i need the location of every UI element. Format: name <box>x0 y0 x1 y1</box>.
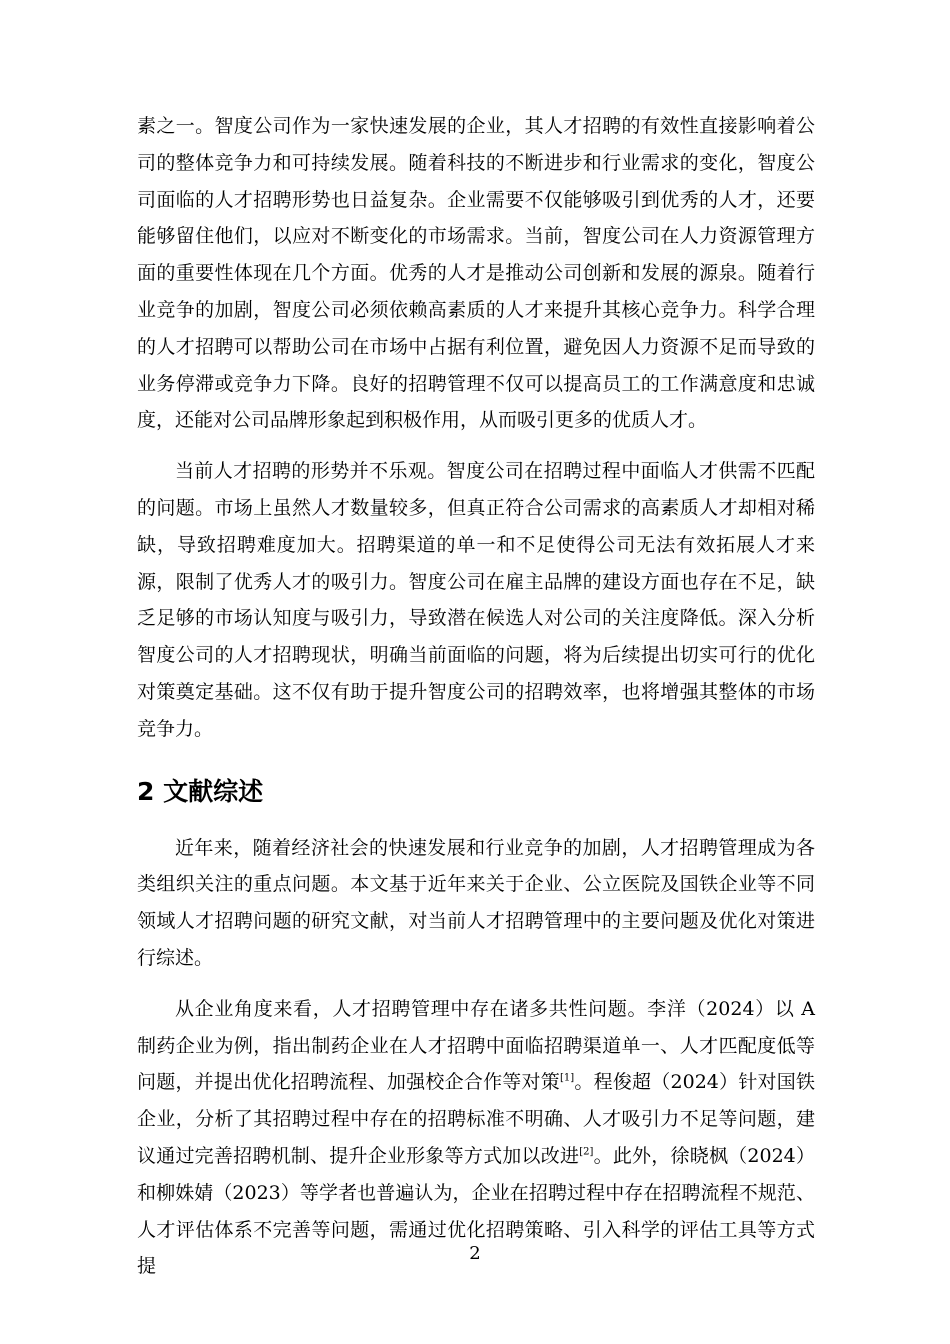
citation-2[interactable]: [2] <box>579 1146 594 1158</box>
page-body <box>137 108 815 1299</box>
page-number: 2 <box>469 1243 481 1264</box>
body-paragraph-continued: 素之一。智度公司作为一家快速发展的企业，其人才招聘的有效性直接影响着公司的整体竞争力和可持续发展。随着科技的不断进步和行业需求的变化，智度公司面临的人才招聘形势也日益复杂。企业需要不仅能够吸引到优秀的人才，还要能够留住他们，以应对不断变化的市场需求。当前，智度公司在人力资源管理方面的重要性体现在几个方面。优秀的人才是推动公司创新和发展的源泉。随着行业竞争的加剧，智度公司必须依赖高素质的人才来提升其核心竞争力。科学合理的人才招聘可以帮助公司在市场中占据有利位置，避免因人力资源不足而导致的业务停滞或竞争力下降。良好的招聘管理不仅可以提高员工的工作满意度和忠诚度，还能对公司品牌形象起到积极作用，从而吸引更多的优质人才。 <box>137 115 815 432</box>
citation-1[interactable]: [1] <box>559 1073 575 1084</box>
paragraph-text: 。程俊超（2024）针对国铁企业，分析了其招聘过程中存在的招聘标准不明确、人才吸引力不足等问题，建议通过完善招聘机制、提升企业形象等方式加以改进 <box>137 1071 815 1167</box>
paragraph-text: 。此外，徐晓枫（2024）和柳姝婧（2023）等学者也普遍认为，企业在招聘过程中存在招聘流程不规范、人才评估体系不完善等问题，需通过优化招聘策略、引入科学的评估工具等方式提 <box>137 1144 815 1278</box>
literature-review-paragraph <box>137 991 815 1285</box>
paragraph-text: 从企业角度来看，人才招聘管理中存在诸多共性问题。李洋（2024）以 A 制药企业为例，指出制药企业在人才招聘中面临招聘渠道单一、人才匹配度低等问题，并提出优化招聘流程、加强校企合作等对策 <box>137 997 815 1094</box>
body-paragraph: 当前人才招聘的形势并不乐观。智度公司在招聘过程中面临人才供需不匹配的问题。市场上虽然人才数量较多，但真正符合公司需求的高素质人才却相对稀缺，导致招聘难度加大。招聘渠道的单一和不足使得公司无法有效拓展人才来源，限制了优秀人才的吸引力。智度公司在雇主品牌的建设方面也存在不足，缺乏足够的市场认知度与吸引力，导致潜在候选人对公司的关注度降低。深入分析智度公司的人才招聘现状，明确当前面临的问题，将为后续提出切实可行的优化对策奠定基础。这不仅有助于提升智度公司的招聘效率，也将增强其整体的市场竞争力。 <box>137 460 815 740</box>
section-heading: 2 文献综述 <box>137 776 264 806</box>
literature-review-intro: 近年来，随着经济社会的快速发展和行业竞争的加剧，人才招聘管理成为各类组织关注的重点问题。本文基于近年来关于企业、公立医院及国铁企业等不同领域人才招聘问题的研究文献，对当前人才招聘管理中的主要问题及优化对策进行综述。 <box>137 836 815 969</box>
